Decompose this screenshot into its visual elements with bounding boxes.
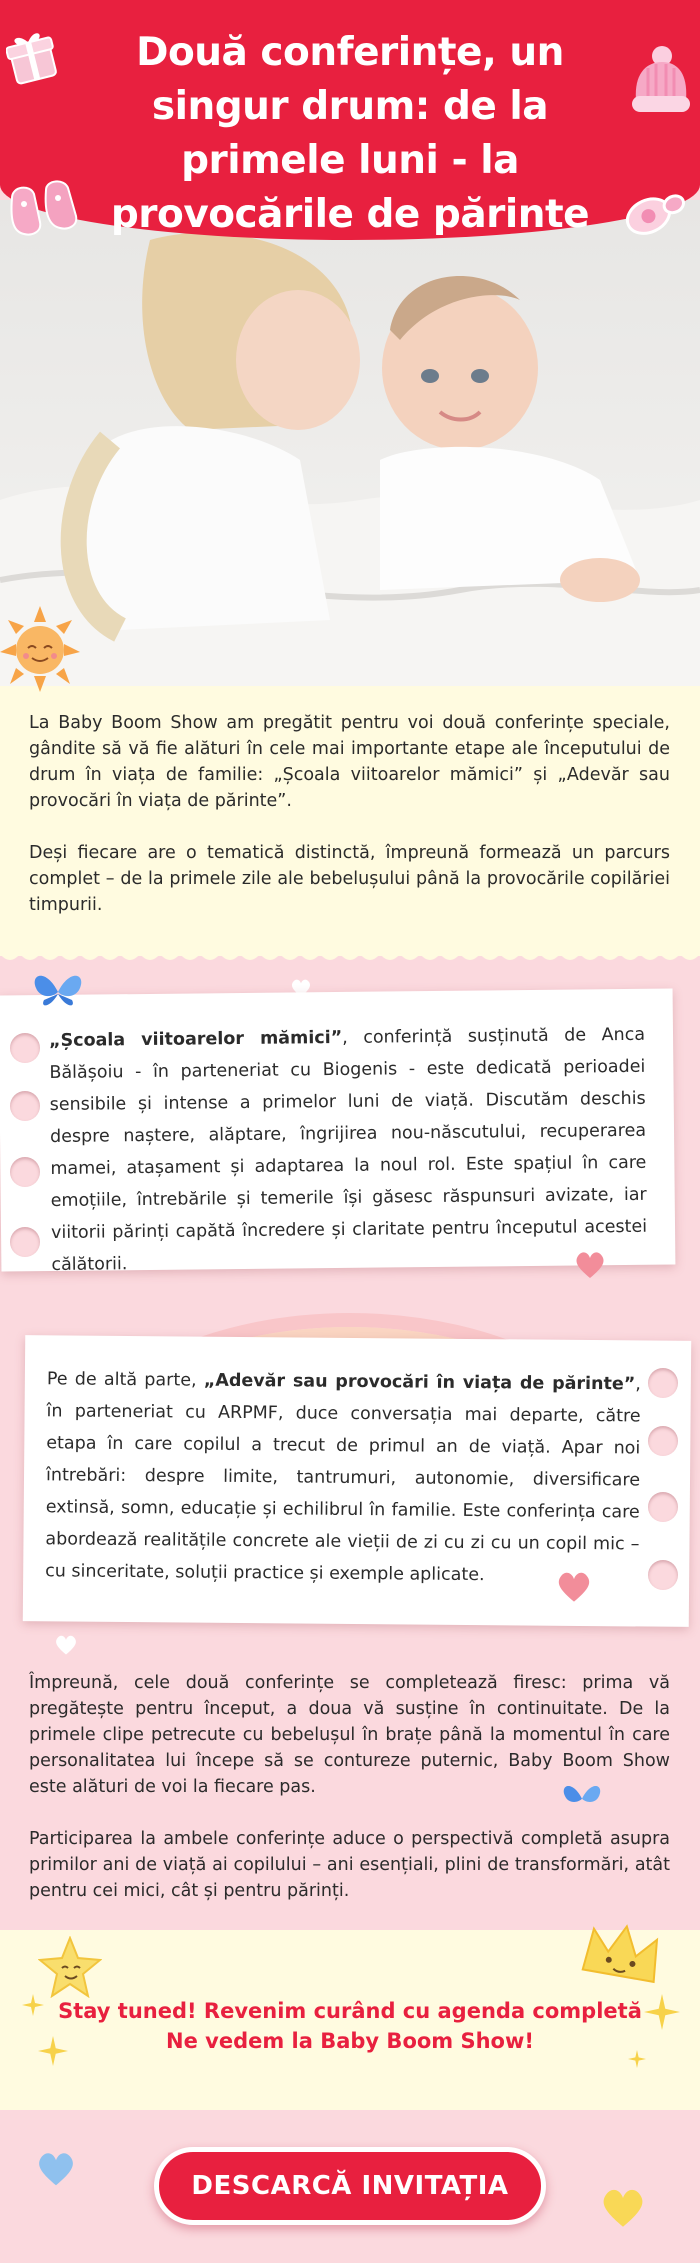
download-invitation-button[interactable]: DESCARCĂ INVITAȚIA (154, 2147, 546, 2225)
hero-photo (0, 200, 700, 686)
intro-paragraph-1: La Baby Boom Show am pregătit pentru voi două conferințe speciale, gândite să vă fie alături în cele mai importante etape ale începutului de drum în viața de familie: „Școala viitoarelor mămici” și „Adevăr sau provocări în viața de părinte”. (29, 713, 670, 811)
header-banner (0, 0, 700, 240)
conference-card-scoala (0, 988, 675, 1275)
sun-icon (0, 606, 80, 692)
card-hole (648, 1368, 678, 1398)
card-hole (648, 1426, 678, 1456)
card-hole (10, 1033, 40, 1063)
sparkle-icon (38, 2036, 68, 2066)
heart-icon (556, 1570, 592, 1604)
knit-hat-icon (626, 44, 696, 118)
stay-tuned-line-1: Stay tuned! Revenim curând cu agenda completă (58, 1999, 642, 2023)
heart-icon (54, 1634, 78, 1656)
sparkle-icon (644, 1994, 680, 2030)
crown-icon (580, 1918, 664, 1990)
stay-tuned-message (40, 1996, 660, 2056)
page-title: Două conferințe, un singur drum: de la primele luni - la provocările de părinte (110, 30, 590, 237)
card2-lead: Pe de altă parte, (46, 1369, 204, 1391)
sparkle-icon (22, 1994, 44, 2016)
pacifier-icon (618, 182, 688, 246)
card-hole (10, 1091, 40, 1121)
intro-paragraph-2: Deși fiecare are o tematică distinctă, împreună formează un parcurs complet – de la primele zile ale bebelușului până la provocările copilăriei timpurii. (29, 843, 670, 915)
butterfly-icon (30, 968, 86, 1014)
sparkle-icon (628, 2050, 646, 2068)
heart-icon (574, 1250, 606, 1280)
card-hole (648, 1492, 678, 1522)
card-hole (10, 1157, 40, 1187)
outro-paragraph-1: Împreună, cele două conferințe se completează firesc: prima vă pregătește pentru început, a doua vă susține în continuitate. De la primele clipe petrecute cu bebelușul în brațe până la momentul în care personalitatea lui începe să se contureze puternic, Baby Boom Show este alături de voi la fiecare pas. (29, 1673, 670, 1797)
card1-text: , conferință susținută de Anca Bălășoiu - în parteneriat cu Biogenis - este dedicată perioadei sensibile și intense a primelor luni de viață. Discutăm deschis despre naștere, alăptare, îngrijirea nou-născutului, recuperarea mamei, atașament și adaptarea la noul rol. Este spațiul în care emoțiile, întrebările și temerile își găsesc răspunsuri avizate, iar viitorii părinți capătă încredere și claritate pentru începutul acestei călătorii. (49, 1024, 648, 1275)
card-hole (10, 1227, 40, 1257)
heart-icon (600, 2186, 646, 2230)
butterfly-icon (560, 1780, 604, 1816)
gift-icon (6, 28, 58, 86)
baby-shoes-icon (6, 178, 84, 242)
card1-title: „Școala viitoarelor mămici” (48, 1027, 343, 1052)
card2-text: , în parteneriat cu ARPMF, duce conversația mai departe, către etapa în care copilul a trecut de primul an de viață. Apar noi întrebări: despre limite, tantrumuri, autonomie, diversificare extinsă, somn, educație și echilibrul în familie. Este conferința care abordează realitățile concrete ale vieții de zi cu zi cu un copil mic – cu sinceritate, soluții practice și exemple aplicate. (45, 1374, 641, 1586)
stay-tuned-line-2: Ne vedem la Baby Boom Show! (166, 2029, 534, 2053)
card2-title: „Adevăr sau provocări în viața de părinte” (203, 1370, 636, 1395)
card-hole (648, 1560, 678, 1590)
outro-paragraph-2: Participarea la ambele conferințe aduce o perspectivă completă asupra primilor ani de viață ai copilului – ani esențiali, plini de transformări, atât pentru cei mici, cât și pentru părinți. (29, 1829, 670, 1901)
scalloped-divider (0, 944, 700, 968)
heart-icon (36, 2150, 76, 2188)
star-icon (38, 1936, 102, 1998)
